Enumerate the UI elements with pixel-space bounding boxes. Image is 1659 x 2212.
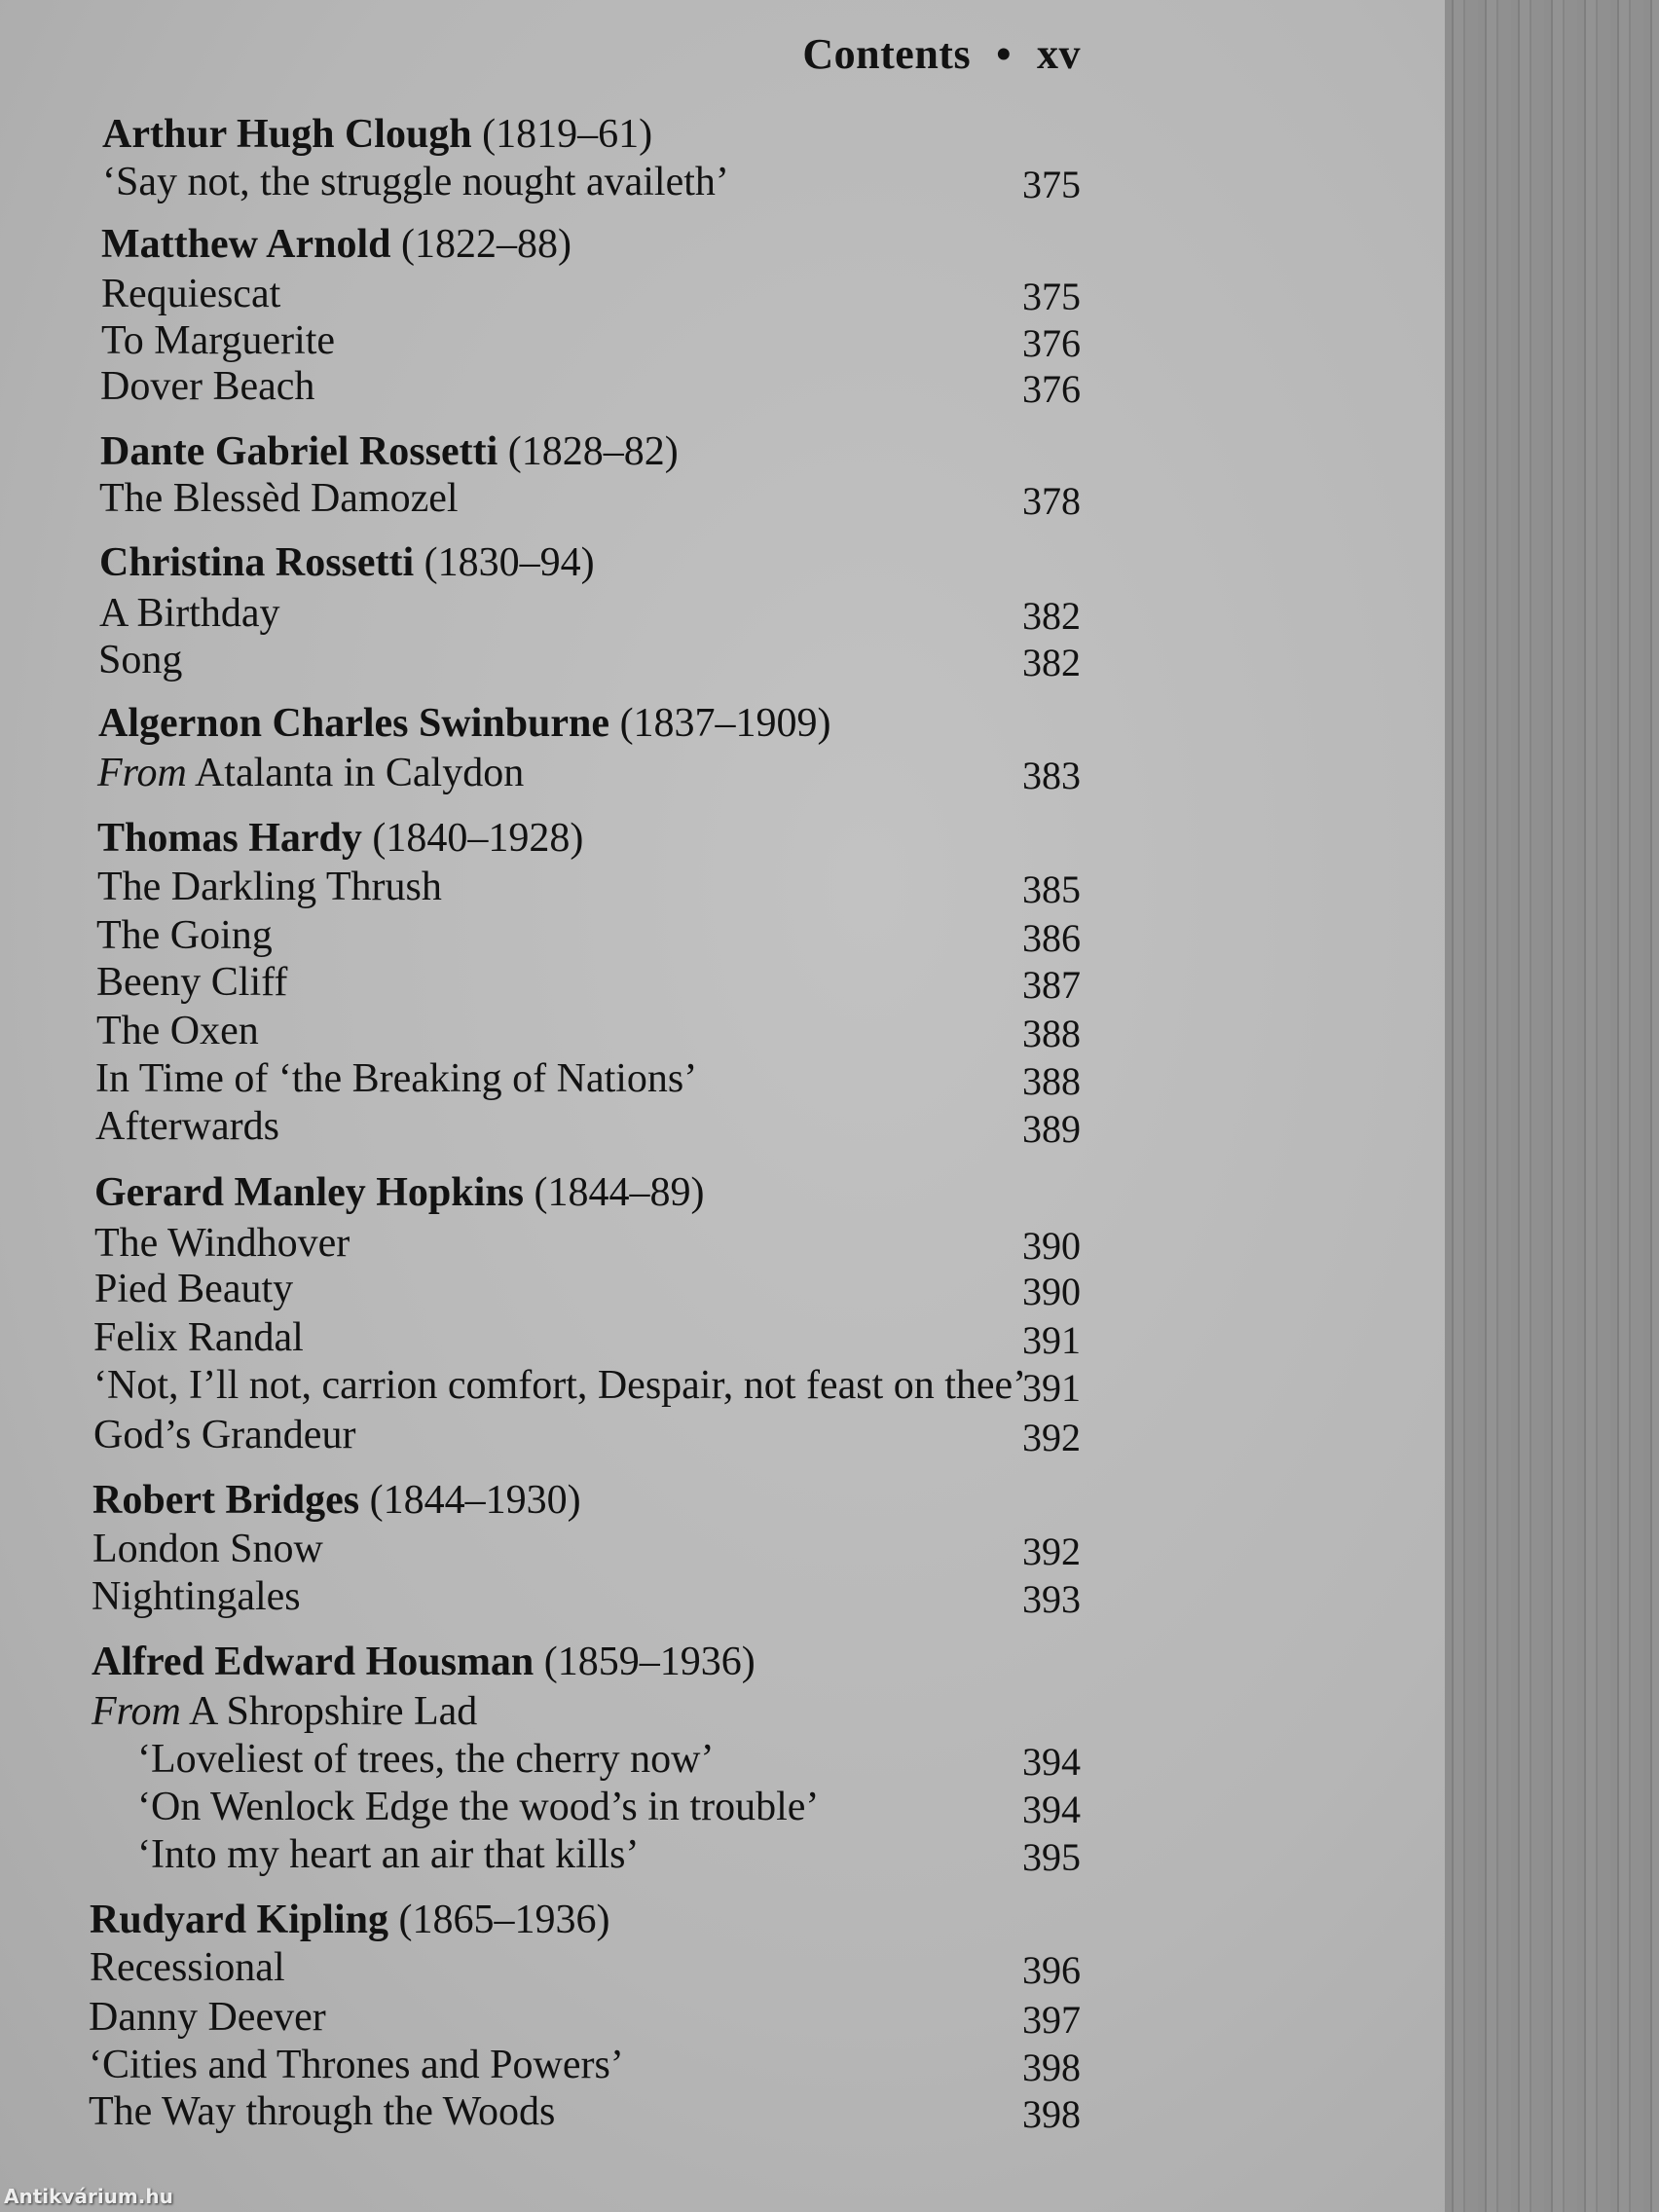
page-number: 388	[1022, 1012, 1081, 1055]
author-name: Rudyard Kipling	[90, 1898, 388, 1942]
page-number: 378	[1022, 479, 1081, 523]
poem-entry	[89, 2041, 624, 2089]
poem-entry	[89, 2087, 555, 2136]
poem-title: Song	[98, 638, 183, 682]
poem-entry	[90, 1943, 285, 1992]
poem-title: The Oxen	[96, 1009, 259, 1053]
poem-entry	[93, 1361, 1026, 1410]
poem-entry	[95, 1054, 697, 1103]
author-dates: (1844–89)	[534, 1170, 705, 1215]
poem-title: Dover Beach	[100, 364, 315, 409]
wooden-table-background	[1445, 0, 1659, 2212]
page-number: 382	[1022, 641, 1081, 684]
page-number: 398	[1022, 2046, 1081, 2089]
author-heading	[101, 220, 571, 269]
poem-entry	[96, 911, 273, 960]
poem-title: In Time of ‘the Breaking of Nations’	[95, 1056, 698, 1101]
author-dates: (1828–82)	[507, 429, 679, 474]
poem-title: ‘Say not, the struggle nought availeth’	[102, 160, 729, 204]
page-number: 388	[1022, 1059, 1081, 1103]
page-number: 386	[1022, 916, 1081, 960]
page-number: 375	[1022, 163, 1081, 206]
poem-title: Beeny Cliff	[96, 960, 288, 1005]
author-dates: (1844–1930)	[369, 1478, 581, 1523]
author-heading	[102, 110, 652, 159]
author-heading	[92, 1638, 756, 1686]
author-dates: (1859–1936)	[543, 1640, 756, 1684]
poem-entry	[92, 1687, 477, 1736]
running-header	[802, 29, 1081, 79]
poem-title: ‘Cities and Thrones and Powers’	[89, 2043, 624, 2087]
author-dates: (1840–1928)	[372, 816, 584, 861]
poem-entry	[137, 1830, 640, 1879]
poem-entry	[94, 1265, 293, 1313]
poem-title: The Way through the Woods	[89, 2089, 556, 2134]
author-name: Christina Rossetti	[99, 540, 415, 585]
poem-title: Pied Beauty	[94, 1267, 294, 1311]
poem-title: A Shropshire Lad	[188, 1689, 478, 1734]
page-number: 392	[1022, 1530, 1081, 1573]
page-number: 382	[1022, 594, 1081, 638]
poem-prefix: From	[92, 1689, 181, 1734]
page-number: 385	[1022, 867, 1081, 911]
author-heading	[94, 1168, 705, 1217]
page-number: 396	[1022, 1948, 1081, 1992]
author-name: Algernon Charles Swinburne	[98, 701, 610, 746]
author-name: Arthur Hugh Clough	[102, 112, 472, 157]
poem-entry	[97, 863, 442, 911]
poem-entry	[137, 1735, 714, 1784]
poem-entry	[97, 749, 524, 797]
page-number: 394	[1022, 1788, 1081, 1831]
poem-title: London Snow	[92, 1527, 323, 1571]
poem-entry	[101, 270, 280, 318]
poem-entry	[99, 474, 459, 523]
author-heading	[92, 1476, 581, 1525]
poem-title: Afterwards	[95, 1104, 279, 1149]
poem-title: The Windhover	[94, 1221, 350, 1266]
page-number: 390	[1022, 1270, 1081, 1313]
page-number: 376	[1022, 367, 1081, 411]
poem-entry	[93, 1313, 304, 1362]
header-page-number: xv	[1037, 30, 1081, 78]
poem-entry	[99, 589, 280, 638]
poem-title: The Darkling Thrush	[97, 865, 442, 909]
poem-title: The Blessèd Damozel	[99, 476, 459, 521]
author-dates: (1830–94)	[424, 540, 595, 585]
author-heading	[99, 538, 595, 587]
poem-title: The Going	[96, 913, 273, 958]
poem-title: ‘Loveliest of trees, the cherry now’	[137, 1737, 715, 1782]
page-number: 398	[1022, 2092, 1081, 2136]
poem-title: Requiescat	[101, 272, 281, 316]
poem-entry	[101, 316, 335, 365]
author-heading	[100, 427, 679, 476]
poem-entry	[89, 1993, 326, 2042]
poem-title: Atalanta in Calydon	[194, 751, 525, 795]
poem-entry	[93, 1411, 355, 1459]
author-dates: (1819–61)	[482, 112, 653, 157]
poem-entry	[102, 158, 729, 206]
page-number: 389	[1022, 1107, 1081, 1151]
page-number: 375	[1022, 275, 1081, 318]
author-name: Gerard Manley Hopkins	[94, 1170, 525, 1215]
poem-title: ‘Into my heart an air that kills’	[137, 1832, 640, 1877]
page-number: 394	[1022, 1740, 1081, 1784]
poem-entry	[92, 1572, 301, 1621]
poem-title: Nightingales	[92, 1574, 301, 1619]
author-dates: (1837–1909)	[619, 701, 831, 746]
poem-title: Recessional	[90, 1945, 285, 1990]
poem-entry	[96, 1007, 259, 1055]
page-number: 387	[1022, 963, 1081, 1007]
poem-entry	[96, 958, 287, 1007]
author-heading	[98, 699, 831, 748]
poem-title: ‘On Wenlock Edge the wood’s in trouble’	[137, 1785, 820, 1829]
author-name: Matthew Arnold	[101, 222, 391, 267]
poem-entry	[92, 1525, 323, 1573]
page-number: 391	[1022, 1318, 1081, 1362]
poem-prefix: From	[97, 751, 187, 795]
poem-title: Felix Randal	[93, 1315, 304, 1360]
poem-entry	[94, 1219, 350, 1268]
poem-entry	[137, 1783, 819, 1831]
poem-entry	[95, 1102, 279, 1151]
watermark: Antikvárium.hu	[4, 2185, 173, 2208]
poem-title: Danny Deever	[89, 1995, 326, 2040]
page-number: 391	[1022, 1366, 1081, 1410]
header-separator: •	[996, 30, 1012, 78]
page-number: 390	[1022, 1224, 1081, 1268]
page-number: 393	[1022, 1577, 1081, 1621]
page-number: 397	[1022, 1998, 1081, 2042]
page-number: 376	[1022, 321, 1081, 365]
page-number: 392	[1022, 1416, 1081, 1459]
poem-title: To Marguerite	[101, 318, 336, 363]
poem-title: ‘Not, I’ll not, carrion comfort, Despair, not feast on thee’	[93, 1363, 1027, 1408]
page-number: 383	[1022, 754, 1081, 797]
author-heading	[97, 814, 583, 863]
author-name: Thomas Hardy	[97, 816, 362, 861]
poem-entry	[100, 362, 314, 411]
author-name: Robert Bridges	[92, 1478, 360, 1523]
author-dates: (1822–88)	[401, 222, 571, 267]
poem-entry	[98, 636, 182, 684]
author-heading	[90, 1896, 609, 1944]
poem-title: A Birthday	[99, 591, 280, 636]
author-dates: (1865–1936)	[398, 1898, 610, 1942]
author-name: Dante Gabriel Rossetti	[100, 429, 498, 474]
header-title: Contents	[802, 30, 972, 78]
author-name: Alfred Edward Housman	[92, 1640, 535, 1684]
page-number: 395	[1022, 1835, 1081, 1879]
poem-title: God’s Grandeur	[93, 1413, 356, 1457]
